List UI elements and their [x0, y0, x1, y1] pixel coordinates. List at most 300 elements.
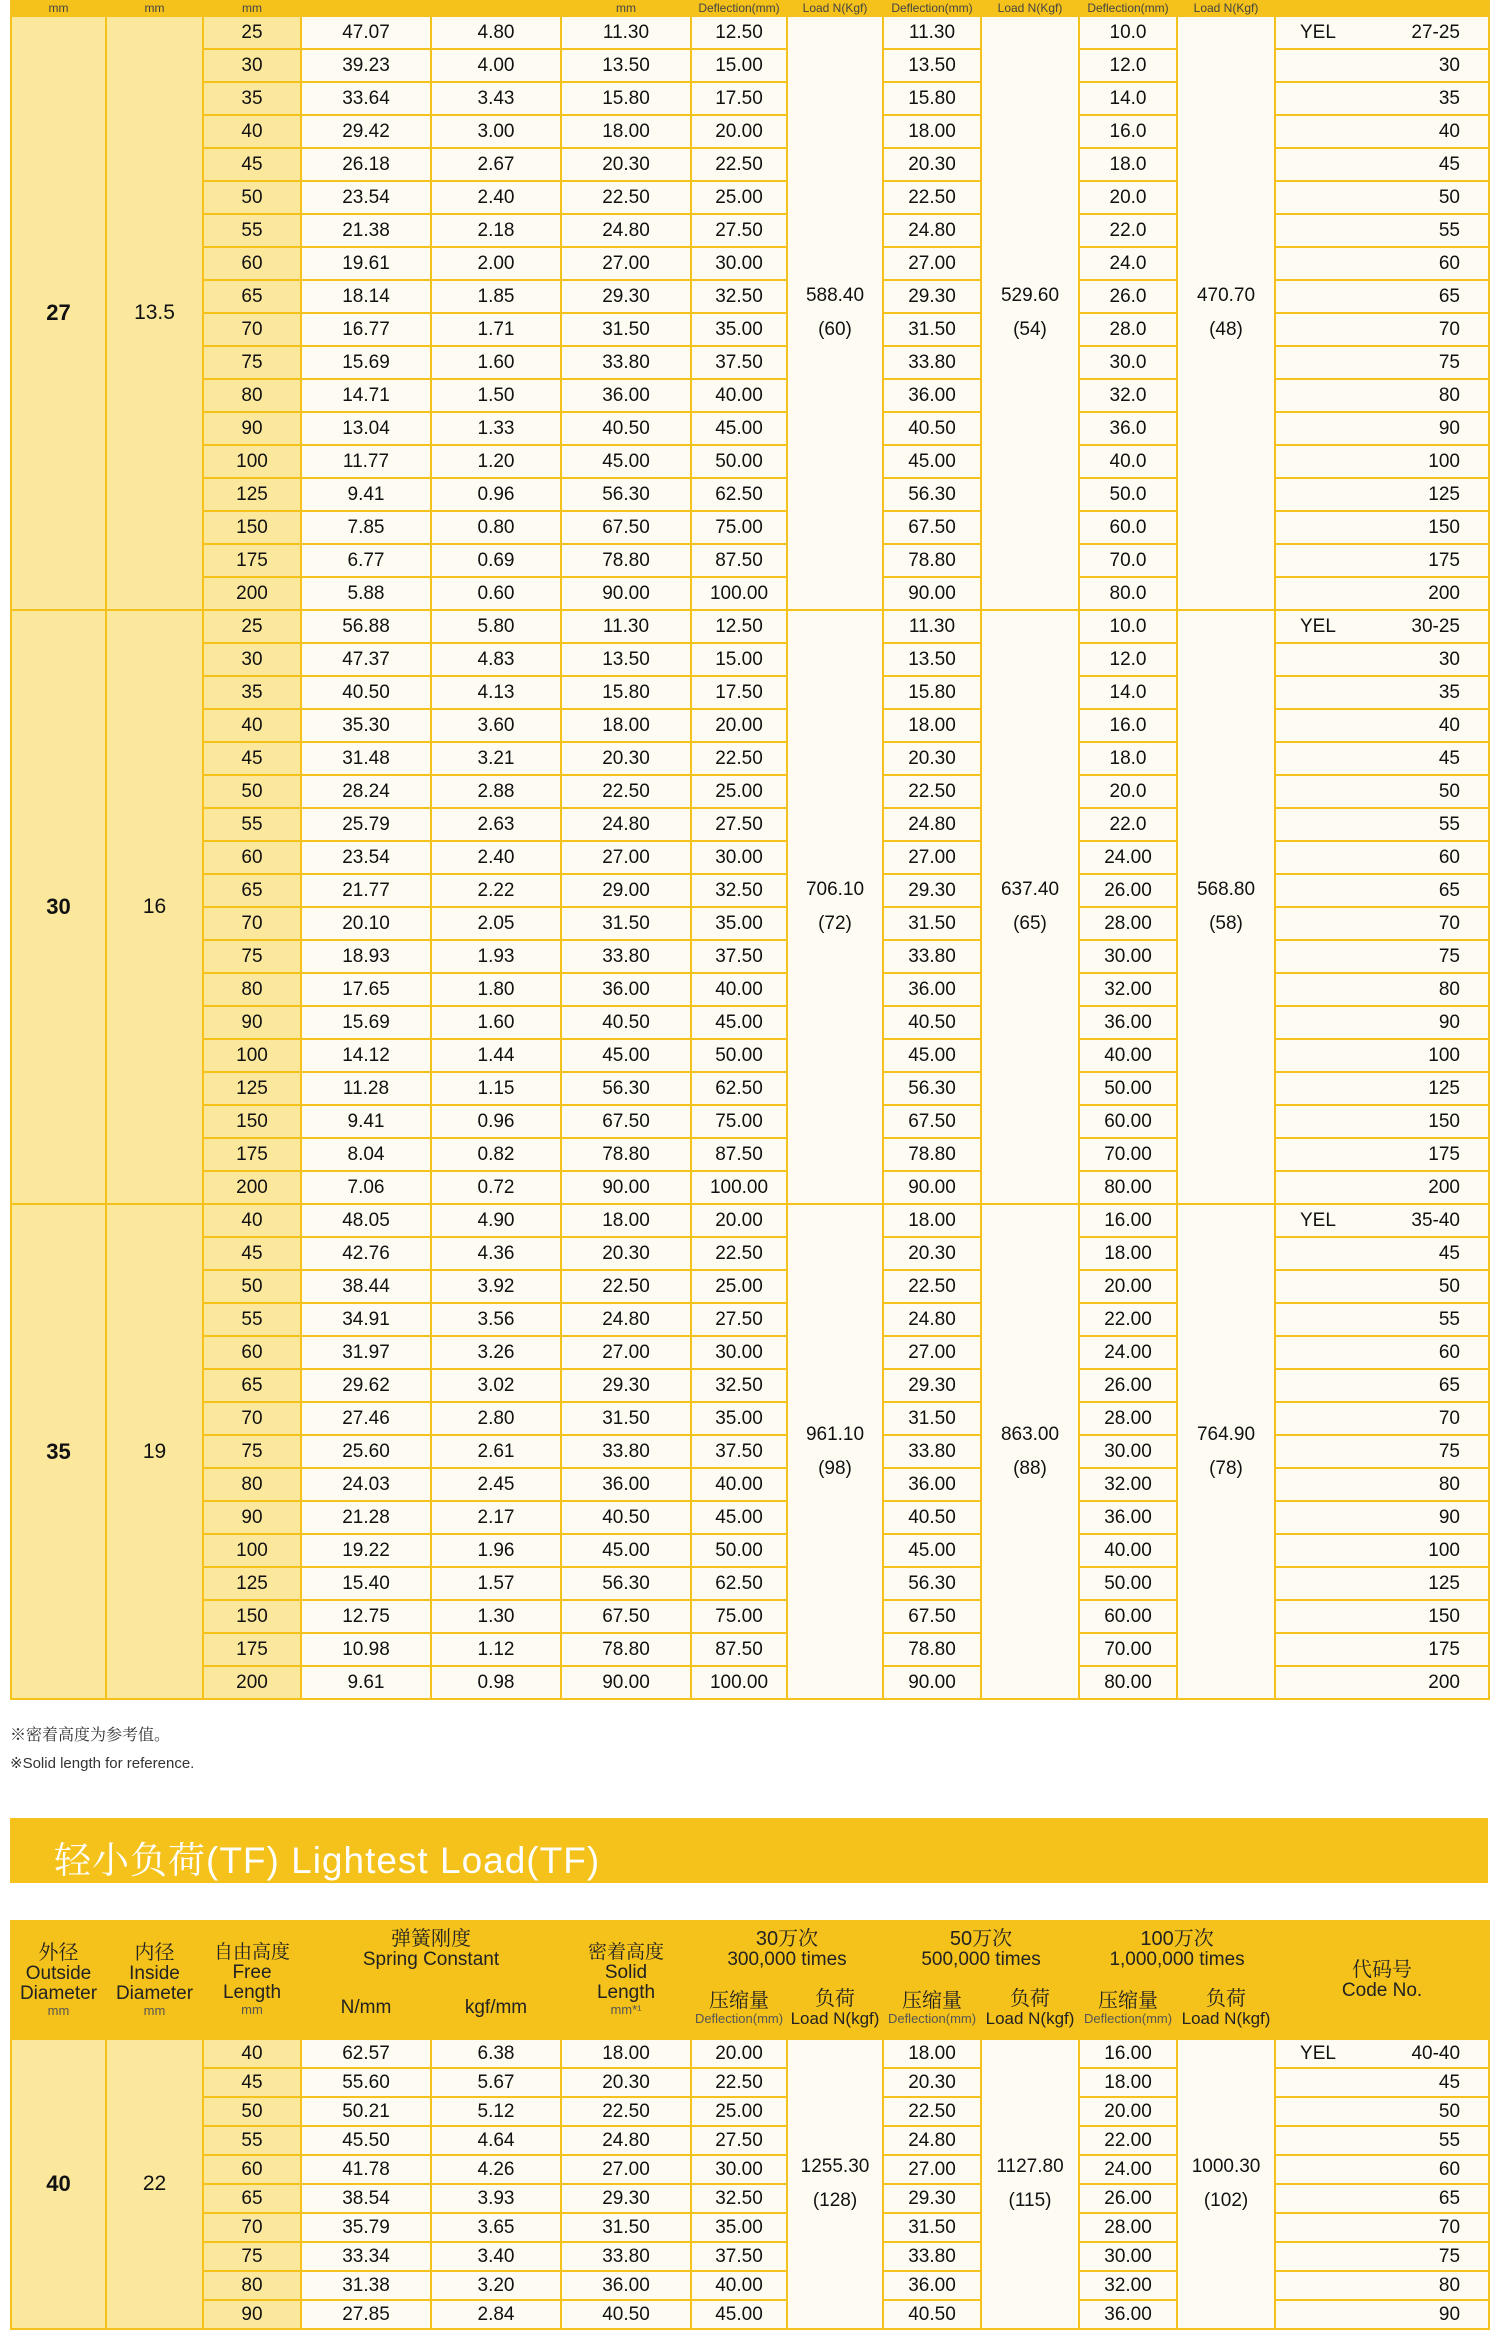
deflection-500k-cell: 40.50: [883, 412, 981, 445]
code-value: 80: [1438, 978, 1460, 1000]
header-units-row: [11, 1, 1489, 16]
deflection-300k-cell: 15.00: [691, 643, 787, 676]
deflection-1m-cell: 28.00: [1079, 2213, 1177, 2242]
code-value: 150: [1428, 516, 1460, 538]
deflection-1m-cell: 36.0: [1079, 412, 1177, 445]
header-unit-cell: Load N(Kgf): [981, 1, 1079, 16]
free-length-cell: 75: [203, 2242, 301, 2271]
header-unit-cell: Deflection(mm): [1079, 1, 1177, 16]
deflection-500k-cell: 33.80: [883, 346, 981, 379]
code-value: 175: [1428, 549, 1460, 571]
deflection-500k-cell: 67.50: [883, 511, 981, 544]
deflection-500k-cell: 24.80: [883, 808, 981, 841]
deflection-1m-cell: 32.00: [1079, 973, 1177, 1006]
deflection-1m-cell: 10.0: [1079, 16, 1177, 49]
solid-length-cell: 45.00: [561, 1039, 691, 1072]
code-no-cell: [1275, 1138, 1489, 1171]
header-unit-cell: [431, 1, 561, 16]
code-value: 60: [1438, 846, 1460, 868]
code-value: 90: [1438, 1011, 1460, 1033]
table-header: [11, 1921, 1489, 2039]
deflection-300k-cell: 50.00: [691, 1534, 787, 1567]
free-length-cell: 75: [203, 1435, 301, 1468]
code-no-cell: [1275, 1369, 1489, 1402]
load-500k-value: 863.00: [1000, 1423, 1060, 1445]
solid-length-cell: 90.00: [561, 1171, 691, 1204]
deflection-500k-cell: 33.80: [883, 1435, 981, 1468]
spring-constant-n-cell: 18.14: [301, 280, 431, 313]
deflection-300k-cell: 30.00: [691, 2155, 787, 2184]
spring-constant-n-cell: 31.97: [301, 1336, 431, 1369]
free-length-cell: 125: [203, 478, 301, 511]
spring-constant-n-cell: 20.10: [301, 907, 431, 940]
code-no-cell: [1275, 1171, 1489, 1204]
deflection-1m-cell: 18.00: [1079, 1237, 1177, 1270]
free-length-cell: 175: [203, 544, 301, 577]
free-length-cell: 200: [203, 577, 301, 610]
solid-length-cell: 78.80: [561, 1138, 691, 1171]
spring-constant-kgf-cell: 1.71: [431, 313, 561, 346]
code-no-cell: [1275, 2213, 1489, 2242]
free-length-cell: 90: [203, 412, 301, 445]
deflection-1m-cell: 26.00: [1079, 2184, 1177, 2213]
code-value: 175: [1428, 1638, 1460, 1660]
free-length-cell: 30: [203, 643, 301, 676]
code-value: 40: [1438, 120, 1460, 142]
section-banner: [10, 1818, 1488, 1883]
free-length-cell: 35: [203, 82, 301, 115]
deflection-500k-cell: 27.00: [883, 1336, 981, 1369]
deflection-300k-cell: 32.50: [691, 2184, 787, 2213]
code-no-cell: [1275, 940, 1489, 973]
deflection-300k-cell: 40.00: [691, 1468, 787, 1501]
deflection-500k-cell: 40.50: [883, 2300, 981, 2329]
deflection-1m-cell: 40.00: [1079, 1039, 1177, 1072]
free-length-cell: 65: [203, 874, 301, 907]
free-length-cell: 40: [203, 115, 301, 148]
code-value: 30-25: [1411, 615, 1460, 637]
code-value: 80: [1438, 1473, 1460, 1495]
spring-constant-n-cell: 8.04: [301, 1138, 431, 1171]
deflection-500k-cell: 11.30: [883, 16, 981, 49]
spring-constant-n-cell: 41.78: [301, 2155, 431, 2184]
solid-length-cell: 22.50: [561, 1270, 691, 1303]
spring-constant-n-cell: 31.38: [301, 2271, 431, 2300]
load-300k-value: 961.10: [805, 1423, 865, 1445]
free-length-cell: 25: [203, 16, 301, 49]
header-unit-cell: Deflection(mm): [691, 1, 787, 16]
deflection-300k-cell: 27.50: [691, 808, 787, 841]
spring-constant-n-cell: 10.98: [301, 1633, 431, 1666]
code-value: 75: [1438, 945, 1460, 967]
deflection-300k-cell: 50.00: [691, 1039, 787, 1072]
spring-constant-n-cell: 62.57: [301, 2039, 431, 2068]
spring-constant-kgf-cell: 4.83: [431, 643, 561, 676]
header-n-per-mm: N/mm: [301, 1977, 431, 2039]
deflection-500k-cell: 22.50: [883, 775, 981, 808]
solid-length-cell: 13.50: [561, 49, 691, 82]
free-length-cell: 25: [203, 610, 301, 643]
load-300k-kgf: (98): [818, 1457, 852, 1479]
spring-constant-n-cell: 48.05: [301, 1204, 431, 1237]
deflection-500k-cell: 27.00: [883, 2155, 981, 2184]
solid-length-cell: 36.00: [561, 2271, 691, 2300]
solid-length-cell: 27.00: [561, 2155, 691, 2184]
outside-diameter-cell: 30: [11, 610, 106, 1204]
spring-constant-kgf-cell: 1.44: [431, 1039, 561, 1072]
load-500k-kgf: (115): [1008, 2190, 1052, 2211]
deflection-500k-cell: 22.50: [883, 1270, 981, 1303]
spring-constant-n-cell: 14.71: [301, 379, 431, 412]
header-deflection-1m: 压缩量 Deflection(mm): [1079, 1977, 1177, 2039]
free-length-cell: 75: [203, 346, 301, 379]
code-value: 150: [1428, 1110, 1460, 1132]
spring-constant-kgf-cell: 2.45: [431, 1468, 561, 1501]
header-unit-cell: [1275, 1, 1489, 16]
deflection-500k-cell: 90.00: [883, 1171, 981, 1204]
spring-constant-kgf-cell: 2.40: [431, 181, 561, 214]
spring-constant-n-cell: 39.23: [301, 49, 431, 82]
inside-diameter-cell: 19: [106, 1204, 203, 1699]
free-length-cell: 100: [203, 1534, 301, 1567]
free-length-cell: 80: [203, 1468, 301, 1501]
solid-length-cell: 29.30: [561, 2184, 691, 2213]
load-300k-value: 588.40: [805, 285, 865, 306]
code-no-cell: [1275, 148, 1489, 181]
deflection-300k-cell: 20.00: [691, 115, 787, 148]
spring-constant-kgf-cell: 4.90: [431, 1204, 561, 1237]
table-body: [11, 1, 1489, 1699]
deflection-1m-cell: 50.00: [1079, 1567, 1177, 1600]
deflection-300k-cell: 62.50: [691, 1567, 787, 1600]
header-unit-cell: mm: [11, 1, 106, 16]
spring-constant-n-cell: 29.62: [301, 1369, 431, 1402]
spring-constant-kgf-cell: 3.92: [431, 1270, 561, 1303]
header-deflection-500k: 压缩量 Deflection(mm): [883, 1977, 981, 2039]
solid-length-cell: 22.50: [561, 2097, 691, 2126]
code-no-cell: [1275, 247, 1489, 280]
deflection-500k-cell: 90.00: [883, 577, 981, 610]
footnotes: [10, 1722, 194, 1778]
code-value: 70: [1438, 318, 1460, 340]
spring-constant-n-cell: 19.61: [301, 247, 431, 280]
deflection-500k-cell: 18.00: [883, 115, 981, 148]
solid-length-cell: 40.50: [561, 2300, 691, 2329]
deflection-500k-cell: 20.30: [883, 2068, 981, 2097]
code-no-cell: [1275, 2271, 1489, 2300]
load-300k-value: 1255.30: [800, 2156, 870, 2177]
spring-constant-n-cell: 21.77: [301, 874, 431, 907]
deflection-500k-cell: 36.00: [883, 973, 981, 1006]
code-no-cell: [1275, 1072, 1489, 1105]
code-value: 55: [1438, 2129, 1461, 2151]
code-value: 125: [1428, 483, 1460, 505]
code-no-cell: [1275, 346, 1489, 379]
free-length-cell: 175: [203, 1138, 301, 1171]
solid-length-cell: 20.30: [561, 1237, 691, 1270]
deflection-500k-cell: 78.80: [883, 1138, 981, 1171]
code-no-cell: [1275, 1600, 1489, 1633]
code-no-cell: [1275, 2097, 1489, 2126]
spring-constant-kgf-cell: 1.15: [431, 1072, 561, 1105]
deflection-300k-cell: 15.00: [691, 49, 787, 82]
header-unit-cell: mm: [106, 1, 203, 16]
deflection-1m-cell: 70.00: [1079, 1633, 1177, 1666]
spring-constant-n-cell: 11.77: [301, 445, 431, 478]
spring-constant-kgf-cell: 3.00: [431, 115, 561, 148]
spring-constant-kgf-cell: 2.67: [431, 148, 561, 181]
deflection-1m-cell: 80.00: [1079, 1666, 1177, 1699]
deflection-1m-cell: 60.00: [1079, 1600, 1177, 1633]
free-length-cell: 50: [203, 775, 301, 808]
spring-constant-kgf-cell: 3.26: [431, 1336, 561, 1369]
load-500k-kgf: (88): [1013, 1457, 1047, 1479]
code-value: 200: [1428, 1671, 1460, 1693]
code-value: 80: [1438, 2274, 1461, 2296]
code-value: 60: [1438, 252, 1460, 274]
solid-length-cell: 18.00: [561, 115, 691, 148]
spring-constant-kgf-cell: 3.56: [431, 1303, 561, 1336]
deflection-300k-cell: 50.00: [691, 445, 787, 478]
free-length-cell: 125: [203, 1567, 301, 1600]
free-length-cell: 60: [203, 2155, 301, 2184]
code-prefix: YEL: [1300, 615, 1336, 637]
code-no-cell: [1275, 1468, 1489, 1501]
deflection-300k-cell: 40.00: [691, 973, 787, 1006]
load-300k-kgf: (60): [818, 319, 852, 340]
solid-length-cell: 27.00: [561, 841, 691, 874]
deflection-300k-cell: 75.00: [691, 1600, 787, 1633]
deflection-300k-cell: 75.00: [691, 1105, 787, 1138]
free-length-cell: 65: [203, 2184, 301, 2213]
spring-constant-kgf-cell: 1.30: [431, 1600, 561, 1633]
spring-constant-n-cell: 25.79: [301, 808, 431, 841]
spring-constant-kgf-cell: 1.60: [431, 346, 561, 379]
free-length-cell: 40: [203, 1204, 301, 1237]
load-1m-value: 1000.30: [1191, 2156, 1261, 2177]
deflection-300k-cell: 12.50: [691, 610, 787, 643]
deflection-500k-cell: 56.30: [883, 1072, 981, 1105]
header-solid-length: 密着高度 Solid Length mm*¹: [561, 1921, 691, 2039]
free-length-cell: 65: [203, 1369, 301, 1402]
deflection-1m-cell: 80.0: [1079, 577, 1177, 610]
code-value: 50: [1438, 780, 1460, 802]
deflection-500k-cell: 27.00: [883, 841, 981, 874]
deflection-500k-cell: 15.80: [883, 676, 981, 709]
deflection-500k-cell: 24.80: [883, 214, 981, 247]
code-no-cell: [1275, 874, 1489, 907]
code-value: 90: [1438, 1506, 1460, 1528]
load-300k-kgf: (128): [812, 2190, 858, 2211]
code-no-cell: [1275, 610, 1489, 643]
header-outside-diameter: 外径 Outside Diameter mm: [11, 1921, 106, 2039]
deflection-300k-cell: 40.00: [691, 379, 787, 412]
deflection-500k-cell: 36.00: [883, 1468, 981, 1501]
spring-constant-kgf-cell: 4.00: [431, 49, 561, 82]
deflection-300k-cell: 35.00: [691, 2213, 787, 2242]
spring-constant-kgf-cell: 0.96: [431, 478, 561, 511]
spring-spec-table-lightest-load: [10, 1920, 1490, 2330]
free-length-cell: 150: [203, 1105, 301, 1138]
deflection-1m-cell: 16.00: [1079, 1204, 1177, 1237]
deflection-300k-cell: 27.50: [691, 214, 787, 247]
header-unit-cell: [301, 1, 431, 16]
code-no-cell: [1275, 907, 1489, 940]
code-value: 65: [1438, 2187, 1461, 2209]
deflection-1m-cell: 26.00: [1079, 874, 1177, 907]
code-no-cell: [1275, 214, 1489, 247]
free-length-cell: 40: [203, 709, 301, 742]
deflection-300k-cell: 37.50: [691, 940, 787, 973]
load-500k-value: 1127.80: [996, 2156, 1064, 2177]
free-length-cell: 80: [203, 379, 301, 412]
note-en: ※Solid length for reference.: [10, 1755, 195, 1772]
deflection-300k-cell: 87.50: [691, 1138, 787, 1171]
spring-constant-n-cell: 7.85: [301, 511, 431, 544]
solid-length-cell: 15.80: [561, 82, 691, 115]
code-value: 70: [1438, 912, 1460, 934]
spring-constant-n-cell: 6.77: [301, 544, 431, 577]
free-length-cell: 55: [203, 1303, 301, 1336]
spring-constant-kgf-cell: 3.02: [431, 1369, 561, 1402]
spring-constant-n-cell: 25.60: [301, 1435, 431, 1468]
solid-length-cell: 31.50: [561, 907, 691, 940]
code-value: 150: [1428, 1605, 1460, 1627]
deflection-1m-cell: 32.00: [1079, 1468, 1177, 1501]
load-500k-cell: [981, 2039, 1079, 2329]
deflection-500k-cell: 45.00: [883, 1534, 981, 1567]
spring-constant-n-cell: 15.69: [301, 346, 431, 379]
deflection-1m-cell: 20.00: [1079, 2097, 1177, 2126]
free-length-cell: 35: [203, 676, 301, 709]
solid-length-cell: 22.50: [561, 181, 691, 214]
solid-length-cell: 67.50: [561, 1105, 691, 1138]
spring-constant-kgf-cell: 3.20: [431, 2271, 561, 2300]
solid-length-cell: 24.80: [561, 2126, 691, 2155]
spring-spec-table-upper: [10, 0, 1490, 1700]
spring-constant-n-cell: 56.88: [301, 610, 431, 643]
spring-constant-kgf-cell: 2.88: [431, 775, 561, 808]
solid-length-cell: 31.50: [561, 313, 691, 346]
deflection-1m-cell: 60.0: [1079, 511, 1177, 544]
deflection-500k-cell: 36.00: [883, 379, 981, 412]
code-no-cell: [1275, 577, 1489, 610]
deflection-300k-cell: 27.50: [691, 1303, 787, 1336]
spring-constant-kgf-cell: 3.60: [431, 709, 561, 742]
load-500k-cell: [981, 1204, 1079, 1699]
code-no-cell: [1275, 544, 1489, 577]
deflection-1m-cell: 24.00: [1079, 2155, 1177, 2184]
load-1m-cell: [1177, 2039, 1275, 2329]
deflection-1m-cell: 12.0: [1079, 643, 1177, 676]
solid-length-cell: 36.00: [561, 379, 691, 412]
deflection-1m-cell: 50.0: [1079, 478, 1177, 511]
deflection-300k-cell: 37.50: [691, 2242, 787, 2271]
free-length-cell: 200: [203, 1666, 301, 1699]
spring-constant-n-cell: 19.22: [301, 1534, 431, 1567]
solid-length-cell: 29.30: [561, 1369, 691, 1402]
solid-length-cell: 13.50: [561, 643, 691, 676]
deflection-300k-cell: 100.00: [691, 577, 787, 610]
spring-constant-n-cell: 40.50: [301, 676, 431, 709]
spring-constant-kgf-cell: 1.50: [431, 379, 561, 412]
load-500k-kgf: (54): [1013, 319, 1047, 340]
free-length-cell: 45: [203, 742, 301, 775]
deflection-300k-cell: 22.50: [691, 742, 787, 775]
note-cn: ※密着高度为参考值。: [10, 1727, 171, 1744]
solid-length-cell: 45.00: [561, 445, 691, 478]
deflection-300k-cell: 87.50: [691, 1633, 787, 1666]
load-1m-kgf: (58): [1209, 913, 1243, 934]
spring-constant-kgf-cell: 4.36: [431, 1237, 561, 1270]
solid-length-cell: 67.50: [561, 511, 691, 544]
load-1m-cell: [1177, 1204, 1275, 1699]
code-value: 200: [1428, 582, 1460, 604]
spring-constant-n-cell: 29.42: [301, 115, 431, 148]
deflection-300k-cell: 20.00: [691, 1204, 787, 1237]
inside-diameter-cell: 16: [106, 610, 203, 1204]
spring-constant-n-cell: 38.54: [301, 2184, 431, 2213]
header-code-no: 代码号 Code No.: [1275, 1921, 1489, 2039]
code-value: 45: [1438, 2071, 1461, 2093]
load-300k-kgf: (72): [818, 913, 852, 934]
free-length-cell: 200: [203, 1171, 301, 1204]
deflection-300k-cell: 45.00: [691, 1006, 787, 1039]
code-value: 75: [1438, 2245, 1461, 2267]
spring-constant-n-cell: 21.28: [301, 1501, 431, 1534]
free-length-cell: 45: [203, 148, 301, 181]
code-no-cell: [1275, 1204, 1489, 1237]
deflection-300k-cell: 40.00: [691, 2271, 787, 2300]
deflection-500k-cell: 56.30: [883, 1567, 981, 1600]
code-no-cell: [1275, 1534, 1489, 1567]
spring-constant-n-cell: 9.61: [301, 1666, 431, 1699]
free-length-cell: 50: [203, 2097, 301, 2126]
code-value: 45: [1438, 153, 1460, 175]
spring-constant-kgf-cell: 5.12: [431, 2097, 561, 2126]
spring-constant-kgf-cell: 3.21: [431, 742, 561, 775]
code-no-cell: [1275, 2155, 1489, 2184]
deflection-1m-cell: 14.0: [1079, 676, 1177, 709]
deflection-500k-cell: 29.30: [883, 2184, 981, 2213]
free-length-cell: 125: [203, 1072, 301, 1105]
spring-constant-n-cell: 27.85: [301, 2300, 431, 2329]
spring-constant-kgf-cell: 0.96: [431, 1105, 561, 1138]
solid-length-cell: 11.30: [561, 610, 691, 643]
load-500k-cell: [981, 16, 1079, 610]
code-value: 40: [1438, 714, 1460, 736]
code-no-cell: [1275, 742, 1489, 775]
solid-length-cell: 29.30: [561, 280, 691, 313]
deflection-1m-cell: 24.00: [1079, 841, 1177, 874]
free-length-cell: 100: [203, 445, 301, 478]
outside-diameter-cell: 27: [11, 16, 106, 610]
code-value: 35: [1438, 87, 1460, 109]
code-no-cell: [1275, 115, 1489, 148]
spring-constant-kgf-cell: 2.05: [431, 907, 561, 940]
deflection-1m-cell: 18.0: [1079, 742, 1177, 775]
table-row: [11, 2039, 1489, 2068]
spring-constant-kgf-cell: 3.43: [431, 82, 561, 115]
deflection-1m-cell: 30.00: [1079, 1435, 1177, 1468]
code-value: 90: [1438, 417, 1460, 439]
code-no-cell: [1275, 1435, 1489, 1468]
code-value: 65: [1438, 1374, 1460, 1396]
solid-length-cell: 27.00: [561, 1336, 691, 1369]
spring-constant-kgf-cell: 2.17: [431, 1501, 561, 1534]
deflection-500k-cell: 18.00: [883, 1204, 981, 1237]
solid-length-cell: 18.00: [561, 709, 691, 742]
